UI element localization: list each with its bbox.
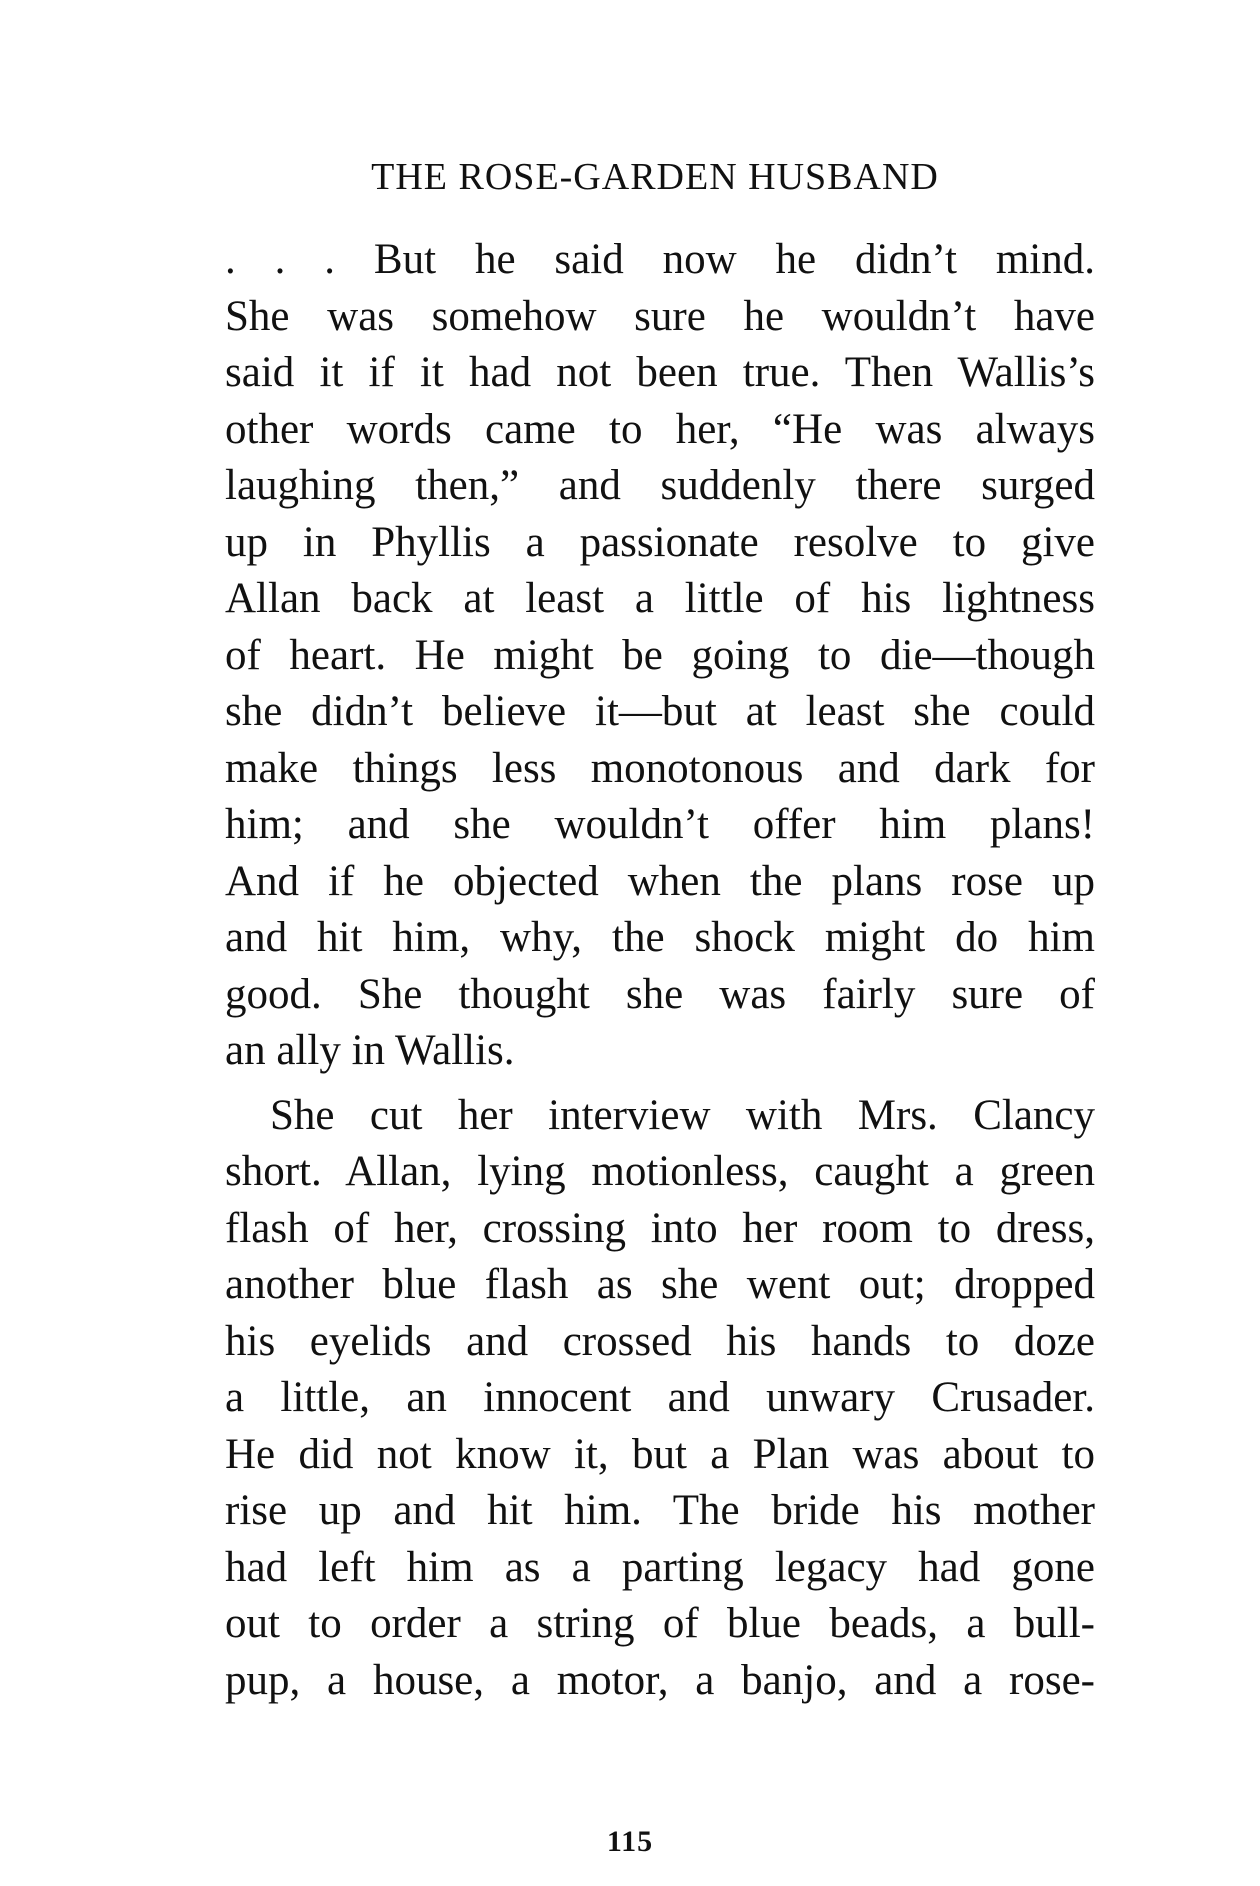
text-line: . . . But he said now he didn’t mind. <box>225 236 1095 283</box>
text-line: rise up and hit him. The bride his mother <box>225 1487 1095 1534</box>
text-line: out to order a string of blue beads, a bull- <box>225 1600 1095 1647</box>
text-line: good. She thought she was fairly sure of <box>225 970 1095 1018</box>
paragraph <box>225 1088 1095 1710</box>
text-line: an ally in Wallis. <box>225 1027 515 1074</box>
text-line: She cut her interview with Mrs. Clancy <box>270 1091 1095 1139</box>
text-line: a little, an innocent and unwary Crusader. <box>225 1374 1095 1421</box>
page-number: 115 <box>606 1825 654 1858</box>
body-text <box>225 232 1095 1709</box>
text-line: make things less monotonous and dark for <box>225 744 1095 792</box>
paragraph <box>225 232 1095 1080</box>
text-line: had left him as a parting legacy had gone <box>225 1543 1095 1591</box>
text-line: And if he objected when the plans rose up <box>225 857 1095 905</box>
text-line: him; and she wouldn’t offer him plans! <box>225 801 1095 848</box>
text-line: short. Allan, lying motionless, caught a green <box>225 1148 1095 1195</box>
text-line: his eyelids and crossed his hands to doze <box>225 1317 1095 1365</box>
text-line: pup, a house, a motor, a banjo, and a rose- <box>225 1656 1095 1704</box>
running-head: THE ROSE-GARDEN HUSBAND <box>371 156 939 198</box>
text-line: and hit him, why, the shock might do him <box>225 914 1095 961</box>
text-line: another blue flash as she went out; dropped <box>225 1261 1095 1308</box>
text-line: laughing then,” and suddenly there surged <box>225 462 1095 509</box>
text-line: He did not know it, but a Plan was about to <box>225 1430 1095 1478</box>
text-line: she didn’t believe it—but at least she could <box>225 688 1095 735</box>
text-line: up in Phyllis a passionate resolve to give <box>225 518 1095 566</box>
text-line: She was somehow sure he wouldn’t have <box>225 292 1095 340</box>
text-line: flash of her, crossing into her room to dress, <box>225 1204 1095 1252</box>
text-line: of heart. He might be going to die—though <box>225 631 1095 679</box>
text-line: Allan back at least a little of his lightness <box>225 575 1095 622</box>
text-line: said it if it had not been true. Then Wallis’s <box>225 349 1095 396</box>
text-line: other words came to her, “He was always <box>225 405 1095 453</box>
